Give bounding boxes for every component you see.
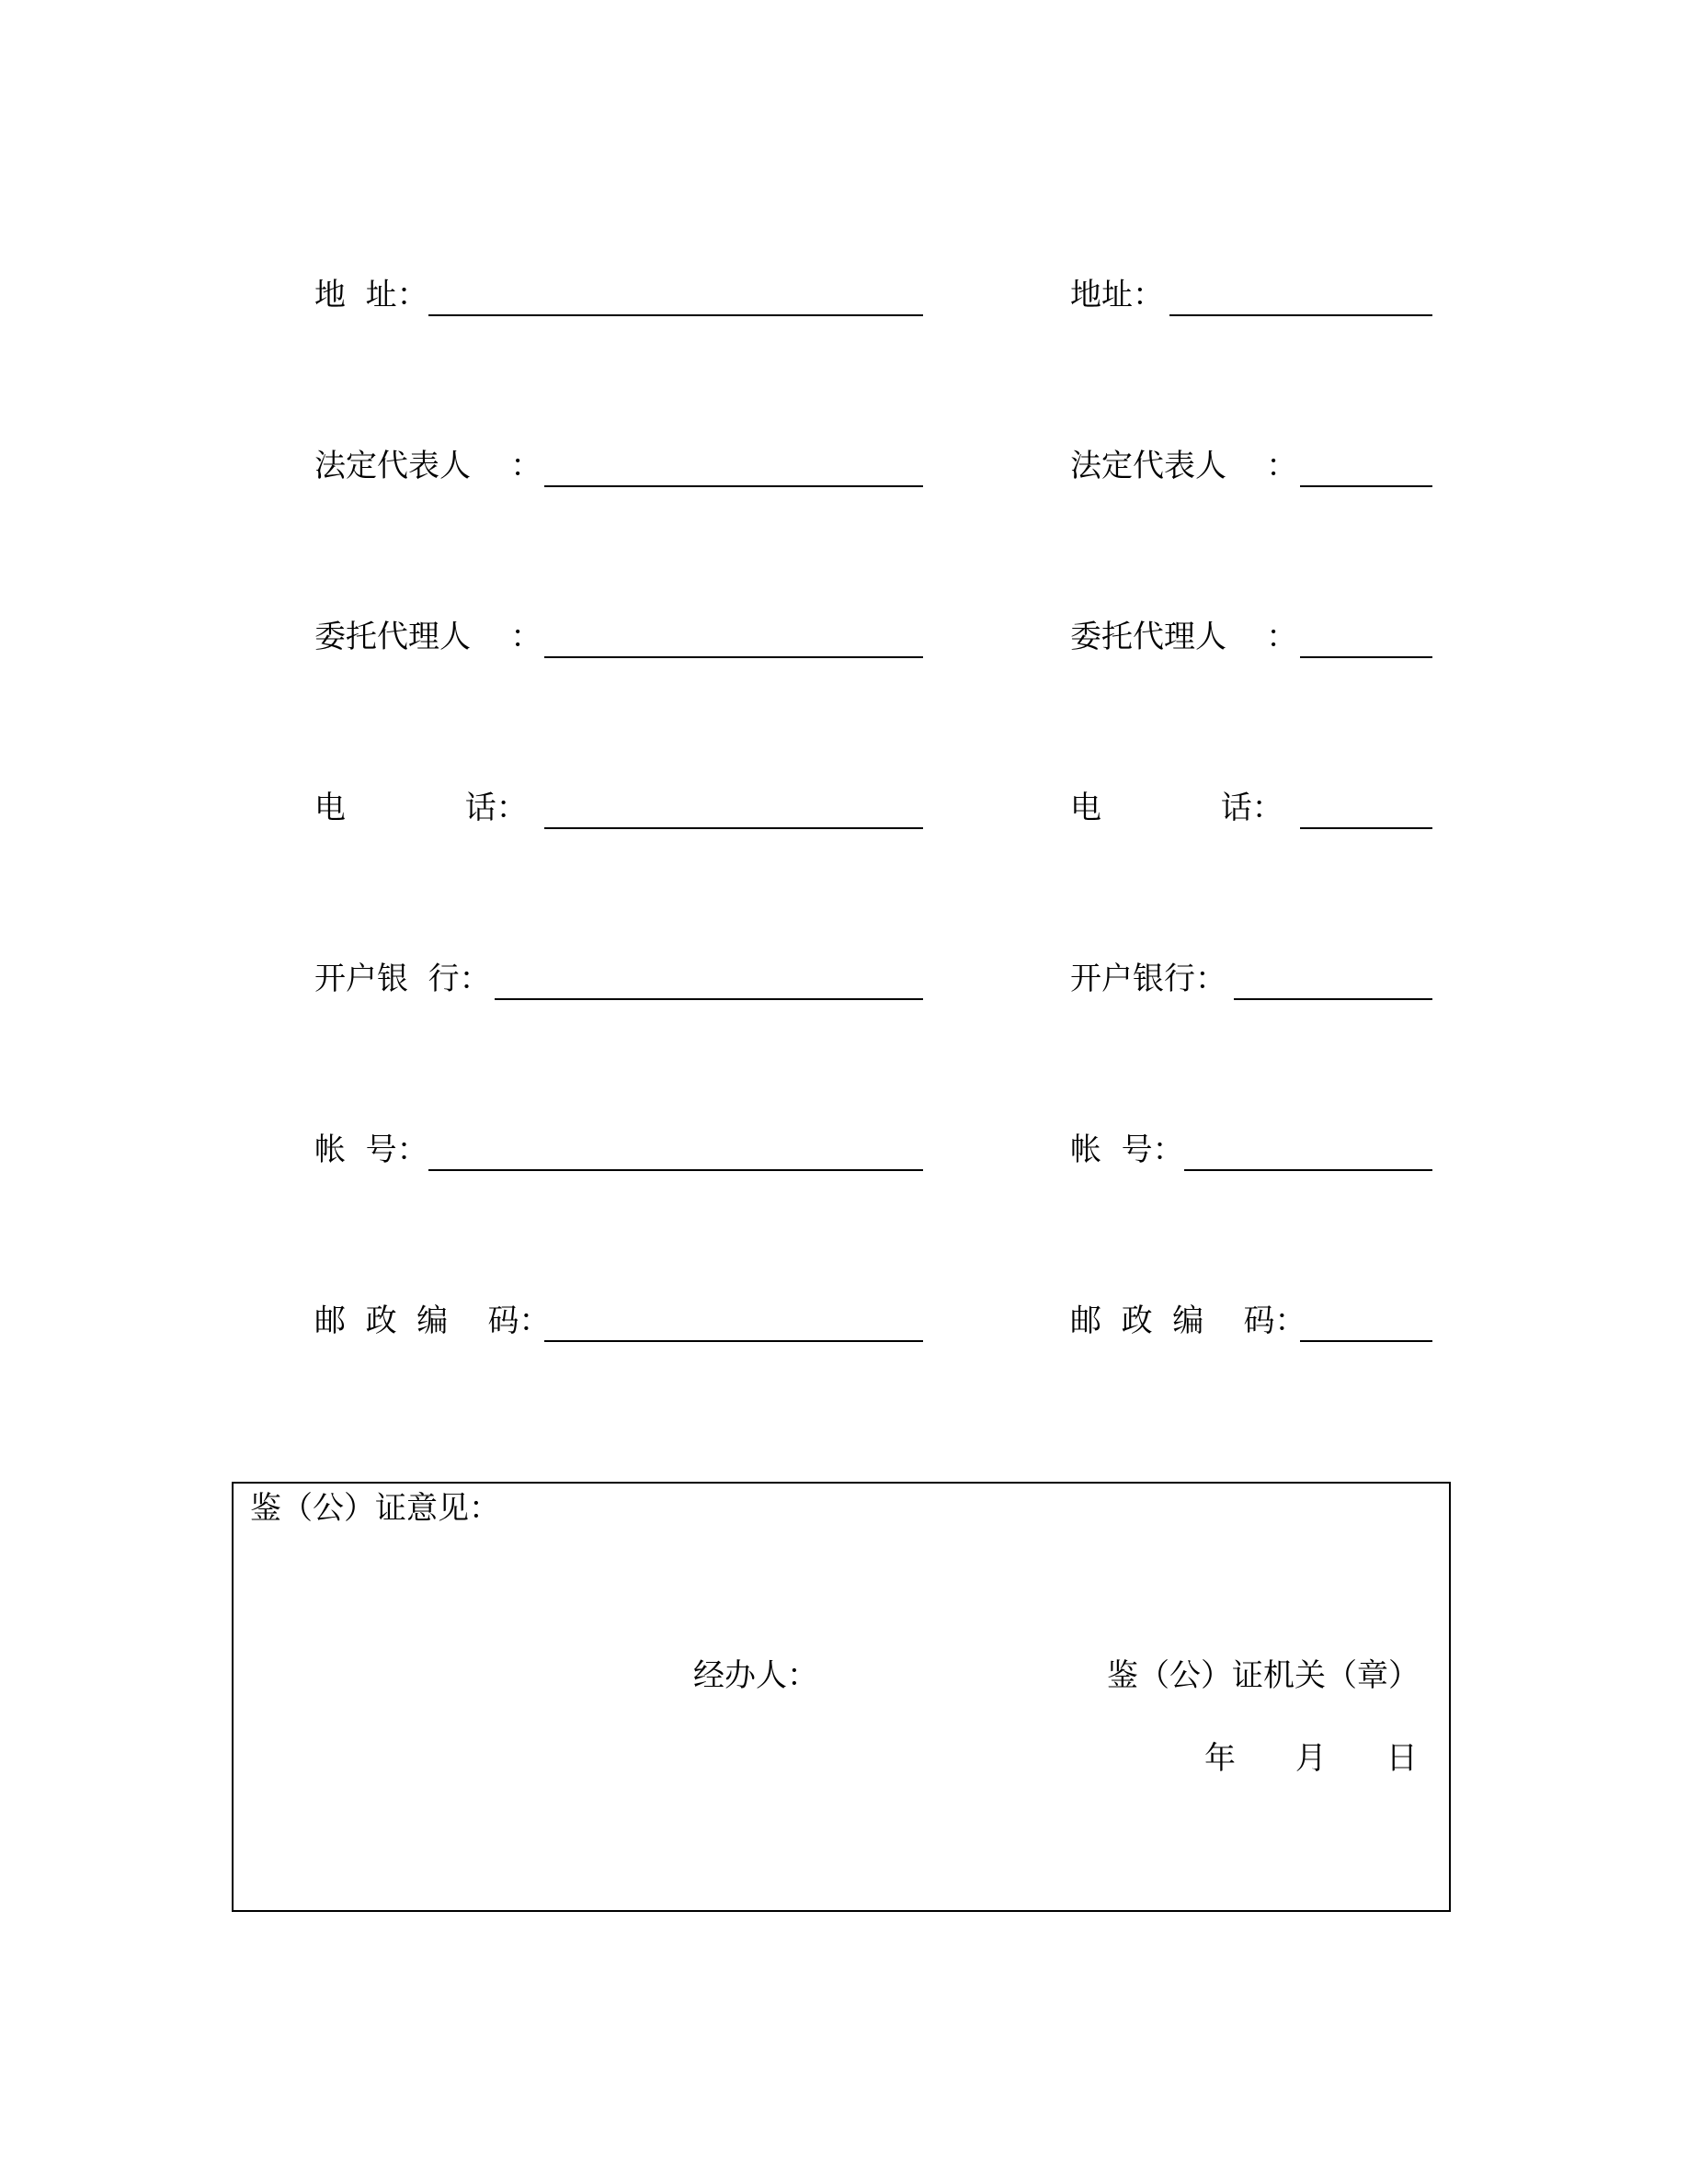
date-label: 年 月 日: [1204, 1740, 1418, 1777]
right-agent-line[interactable]: [1300, 656, 1432, 658]
handler-label: 经办人：: [693, 1657, 818, 1694]
right-bank-field: [1070, 950, 1432, 1006]
right-legal-rep-field: [1070, 438, 1432, 493]
right-phone-label: 电 话：: [1070, 790, 1283, 826]
left-agent-line[interactable]: [544, 656, 923, 658]
right-bank-line[interactable]: [1234, 998, 1432, 1000]
left-bank-line[interactable]: [495, 998, 923, 1000]
right-account-line[interactable]: [1184, 1169, 1432, 1171]
right-legal-rep-line[interactable]: [1300, 485, 1432, 487]
right-address-line[interactable]: [1169, 314, 1432, 316]
left-postal-field: [314, 1292, 923, 1348]
right-account-label: 帐 号：: [1070, 1132, 1184, 1168]
right-postal-line[interactable]: [1300, 1340, 1432, 1342]
left-account-line[interactable]: [428, 1169, 923, 1171]
right-account-field: [1070, 1121, 1432, 1177]
left-postal-line[interactable]: [544, 1340, 923, 1342]
notarization-opinion-box: [232, 1482, 1451, 1912]
left-account-field: [314, 1121, 923, 1177]
right-bank-label: 开户银行：: [1070, 961, 1226, 997]
right-phone-line[interactable]: [1300, 827, 1432, 829]
right-agent-field: [1070, 609, 1432, 664]
left-address-label: 地 址：: [314, 277, 428, 313]
left-address-line[interactable]: [428, 314, 923, 316]
right-legal-rep-label: 法定代表人 ：: [1070, 448, 1298, 484]
left-legal-rep-field: [314, 438, 923, 493]
right-agent-label: 委托代理人 ：: [1070, 619, 1298, 655]
right-postal-label: 邮 政 编 码：: [1070, 1302, 1306, 1339]
left-postal-label: 邮 政 编 码：: [314, 1302, 551, 1339]
left-bank-label: 开户银 行：: [314, 961, 491, 997]
left-account-label: 帐 号：: [314, 1132, 428, 1168]
right-address-label: 地址：: [1070, 277, 1164, 313]
right-phone-field: [1070, 779, 1432, 835]
right-address-field: [1070, 267, 1432, 322]
left-phone-field: [314, 779, 923, 835]
left-bank-field: [314, 950, 923, 1006]
left-address-field: [314, 267, 923, 322]
authority-seal-label: 鉴（公）证机关（章）: [1107, 1657, 1420, 1694]
left-legal-rep-line[interactable]: [544, 485, 923, 487]
left-agent-label: 委托代理人 ：: [314, 619, 542, 655]
left-phone-label: 电 话：: [314, 790, 528, 826]
right-postal-field: [1070, 1292, 1432, 1348]
left-phone-line[interactable]: [544, 827, 923, 829]
left-legal-rep-label: 法定代表人 ：: [314, 448, 542, 484]
opinion-title: 鉴（公）证意见：: [250, 1490, 500, 1527]
left-agent-field: [314, 609, 923, 664]
